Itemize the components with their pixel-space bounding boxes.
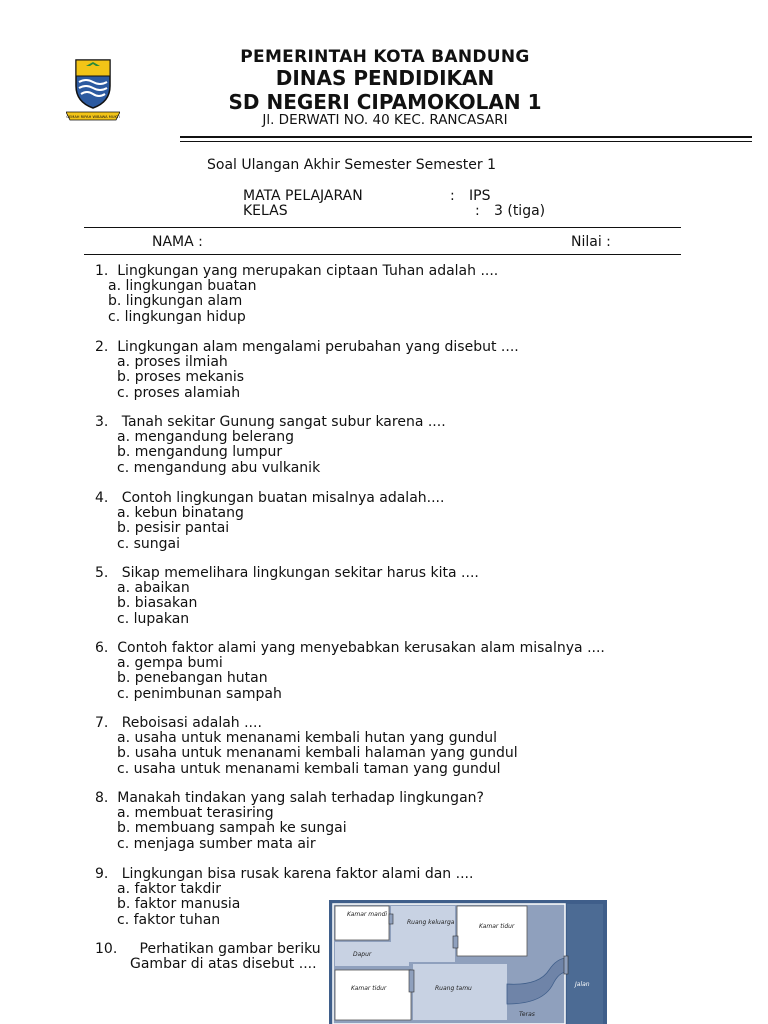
- kop-sekolah: SD NEGERI CIPAMOKOLAN 1: [228, 90, 542, 114]
- option: c. lupakan: [117, 610, 190, 627]
- option: a. kebun binatang: [117, 505, 244, 522]
- label-kamar-mandi: Kamar mandi: [347, 911, 388, 918]
- option: b. biasakan: [117, 595, 198, 612]
- question-1: [95, 264, 498, 325]
- room-kamar-tidur-2: [335, 970, 411, 1020]
- option: c. usaha untuk menanami kembali taman yang gundul: [117, 760, 501, 777]
- bandung-crest-logo: [66, 56, 120, 126]
- label-ruang-tamu: Ruang tamu: [435, 985, 472, 992]
- svg-text:GEMAH RIPAH WIBAWA MUKTI: GEMAH RIPAH WIBAWA MUKTI: [66, 115, 120, 119]
- option: a. lingkungan buatan: [108, 278, 257, 295]
- question-stem: 5. Sikap memelihara lingkungan sekitar harus kita ....: [95, 565, 479, 581]
- option: c. proses alamiah: [117, 384, 241, 401]
- option: c. penimbunan sampah: [117, 685, 282, 702]
- question-stem: 2. Lingkungan alam mengalami perubahan yang disebut ....: [95, 339, 519, 355]
- kop-pemerintah: PEMERINTAH KOTA BANDUNG: [240, 47, 530, 67]
- question-stem: 4. Contoh lingkungan buatan misalnya adalah....: [95, 490, 445, 506]
- question-stem: 10. Perhatikan gambar beriku: [95, 941, 321, 957]
- option: c. lingkungan hidup: [108, 308, 246, 325]
- question-10: [95, 942, 321, 972]
- option: c. sungai: [117, 535, 180, 552]
- room-kamar-tidur-1: [457, 906, 527, 956]
- label-dapur: Dapur: [353, 951, 372, 958]
- name-box-bottom-line: [84, 254, 681, 255]
- label-kamar-tidur-2: Kamar tidur: [351, 985, 387, 992]
- question-8: [95, 791, 484, 852]
- subject-sep: :: [450, 188, 455, 204]
- option: b. proses mekanis: [117, 369, 245, 386]
- option: b. mengandung lumpur: [117, 444, 283, 461]
- room-dapur: [335, 942, 409, 966]
- option: a. membuat terasiring: [117, 805, 274, 822]
- label-teras: Teras: [519, 1011, 535, 1018]
- kop-divider-thick: [180, 136, 752, 138]
- label-ruang-keluarga: Ruang keluarga: [407, 919, 455, 926]
- option: b. pesisir pantai: [117, 520, 230, 537]
- question-stem: 7. Reboisasi adalah ....: [95, 715, 262, 731]
- option: c. faktor tuhan: [117, 911, 221, 928]
- class-sep: :: [475, 203, 480, 219]
- question-4: [95, 491, 444, 552]
- subject-label: MATA PELAJARAN: [243, 188, 363, 204]
- question-stem: 6. Contoh faktor alami yang menyebabkan kerusakan alam misalnya ....: [95, 640, 605, 656]
- option: c. mengandung abu vulkanik: [117, 459, 321, 476]
- question-prompt: Gambar di atas disebut ....: [130, 956, 317, 973]
- option: b. penebangan hutan: [117, 670, 268, 687]
- question-2: [95, 340, 519, 401]
- option: a. abaikan: [117, 580, 190, 597]
- kop-alamat: Jl. DERWATI NO. 40 KEC. RANCASARI: [262, 112, 508, 128]
- option: b. faktor manusia: [117, 896, 241, 913]
- option: b. membuang sampah ke sungai: [117, 820, 347, 837]
- question-7: [95, 716, 518, 777]
- option: a. faktor takdir: [117, 881, 222, 898]
- kop-divider-thin: [180, 141, 752, 142]
- option: a. mengandung belerang: [117, 429, 295, 446]
- option: a. gempa bumi: [117, 655, 223, 672]
- question-stem: 3. Tanah sekitar Gunung sangat subur karena ....: [95, 414, 446, 430]
- option: b. lingkungan alam: [108, 293, 243, 310]
- option: a. proses ilmiah: [117, 354, 228, 371]
- kop-dinas: DINAS PENDIDIKAN: [275, 66, 495, 90]
- label-jalan: Jalan: [575, 981, 590, 988]
- subject-value: IPS: [469, 188, 491, 204]
- house-floorplan-figure: [329, 900, 607, 1024]
- question-stem: 1. Lingkungan yang merupakan ciptaan Tuhan adalah ....: [95, 263, 499, 279]
- question-3: [95, 415, 446, 476]
- option: b. usaha untuk menanami kembali halaman yang gundul: [117, 745, 518, 762]
- class-label: KELAS: [243, 203, 288, 219]
- name-label: NAMA :: [152, 234, 203, 250]
- option: c. menjaga sumber mata air: [117, 835, 316, 852]
- question-6: [95, 641, 605, 702]
- question-stem: 8. Manakah tindakan yang salah terhadap lingkungan?: [95, 790, 484, 806]
- question-5: [95, 566, 479, 627]
- class-value: 3 (tiga): [494, 203, 546, 219]
- score-label: Nilai :: [571, 234, 611, 250]
- room-ruang-tamu: [413, 964, 507, 1020]
- plan-road: [567, 904, 603, 1024]
- label-kamar-tidur-1: Kamar tidur: [479, 923, 515, 930]
- option: a. usaha untuk menanami kembali hutan yang gundul: [117, 730, 497, 747]
- question-stem: 9. Lingkungan bisa rusak karena faktor alami dan ....: [95, 866, 474, 882]
- exam-title: Soal Ulangan Akhir Semester Semester 1: [207, 157, 497, 173]
- name-box-top-line: [84, 227, 681, 228]
